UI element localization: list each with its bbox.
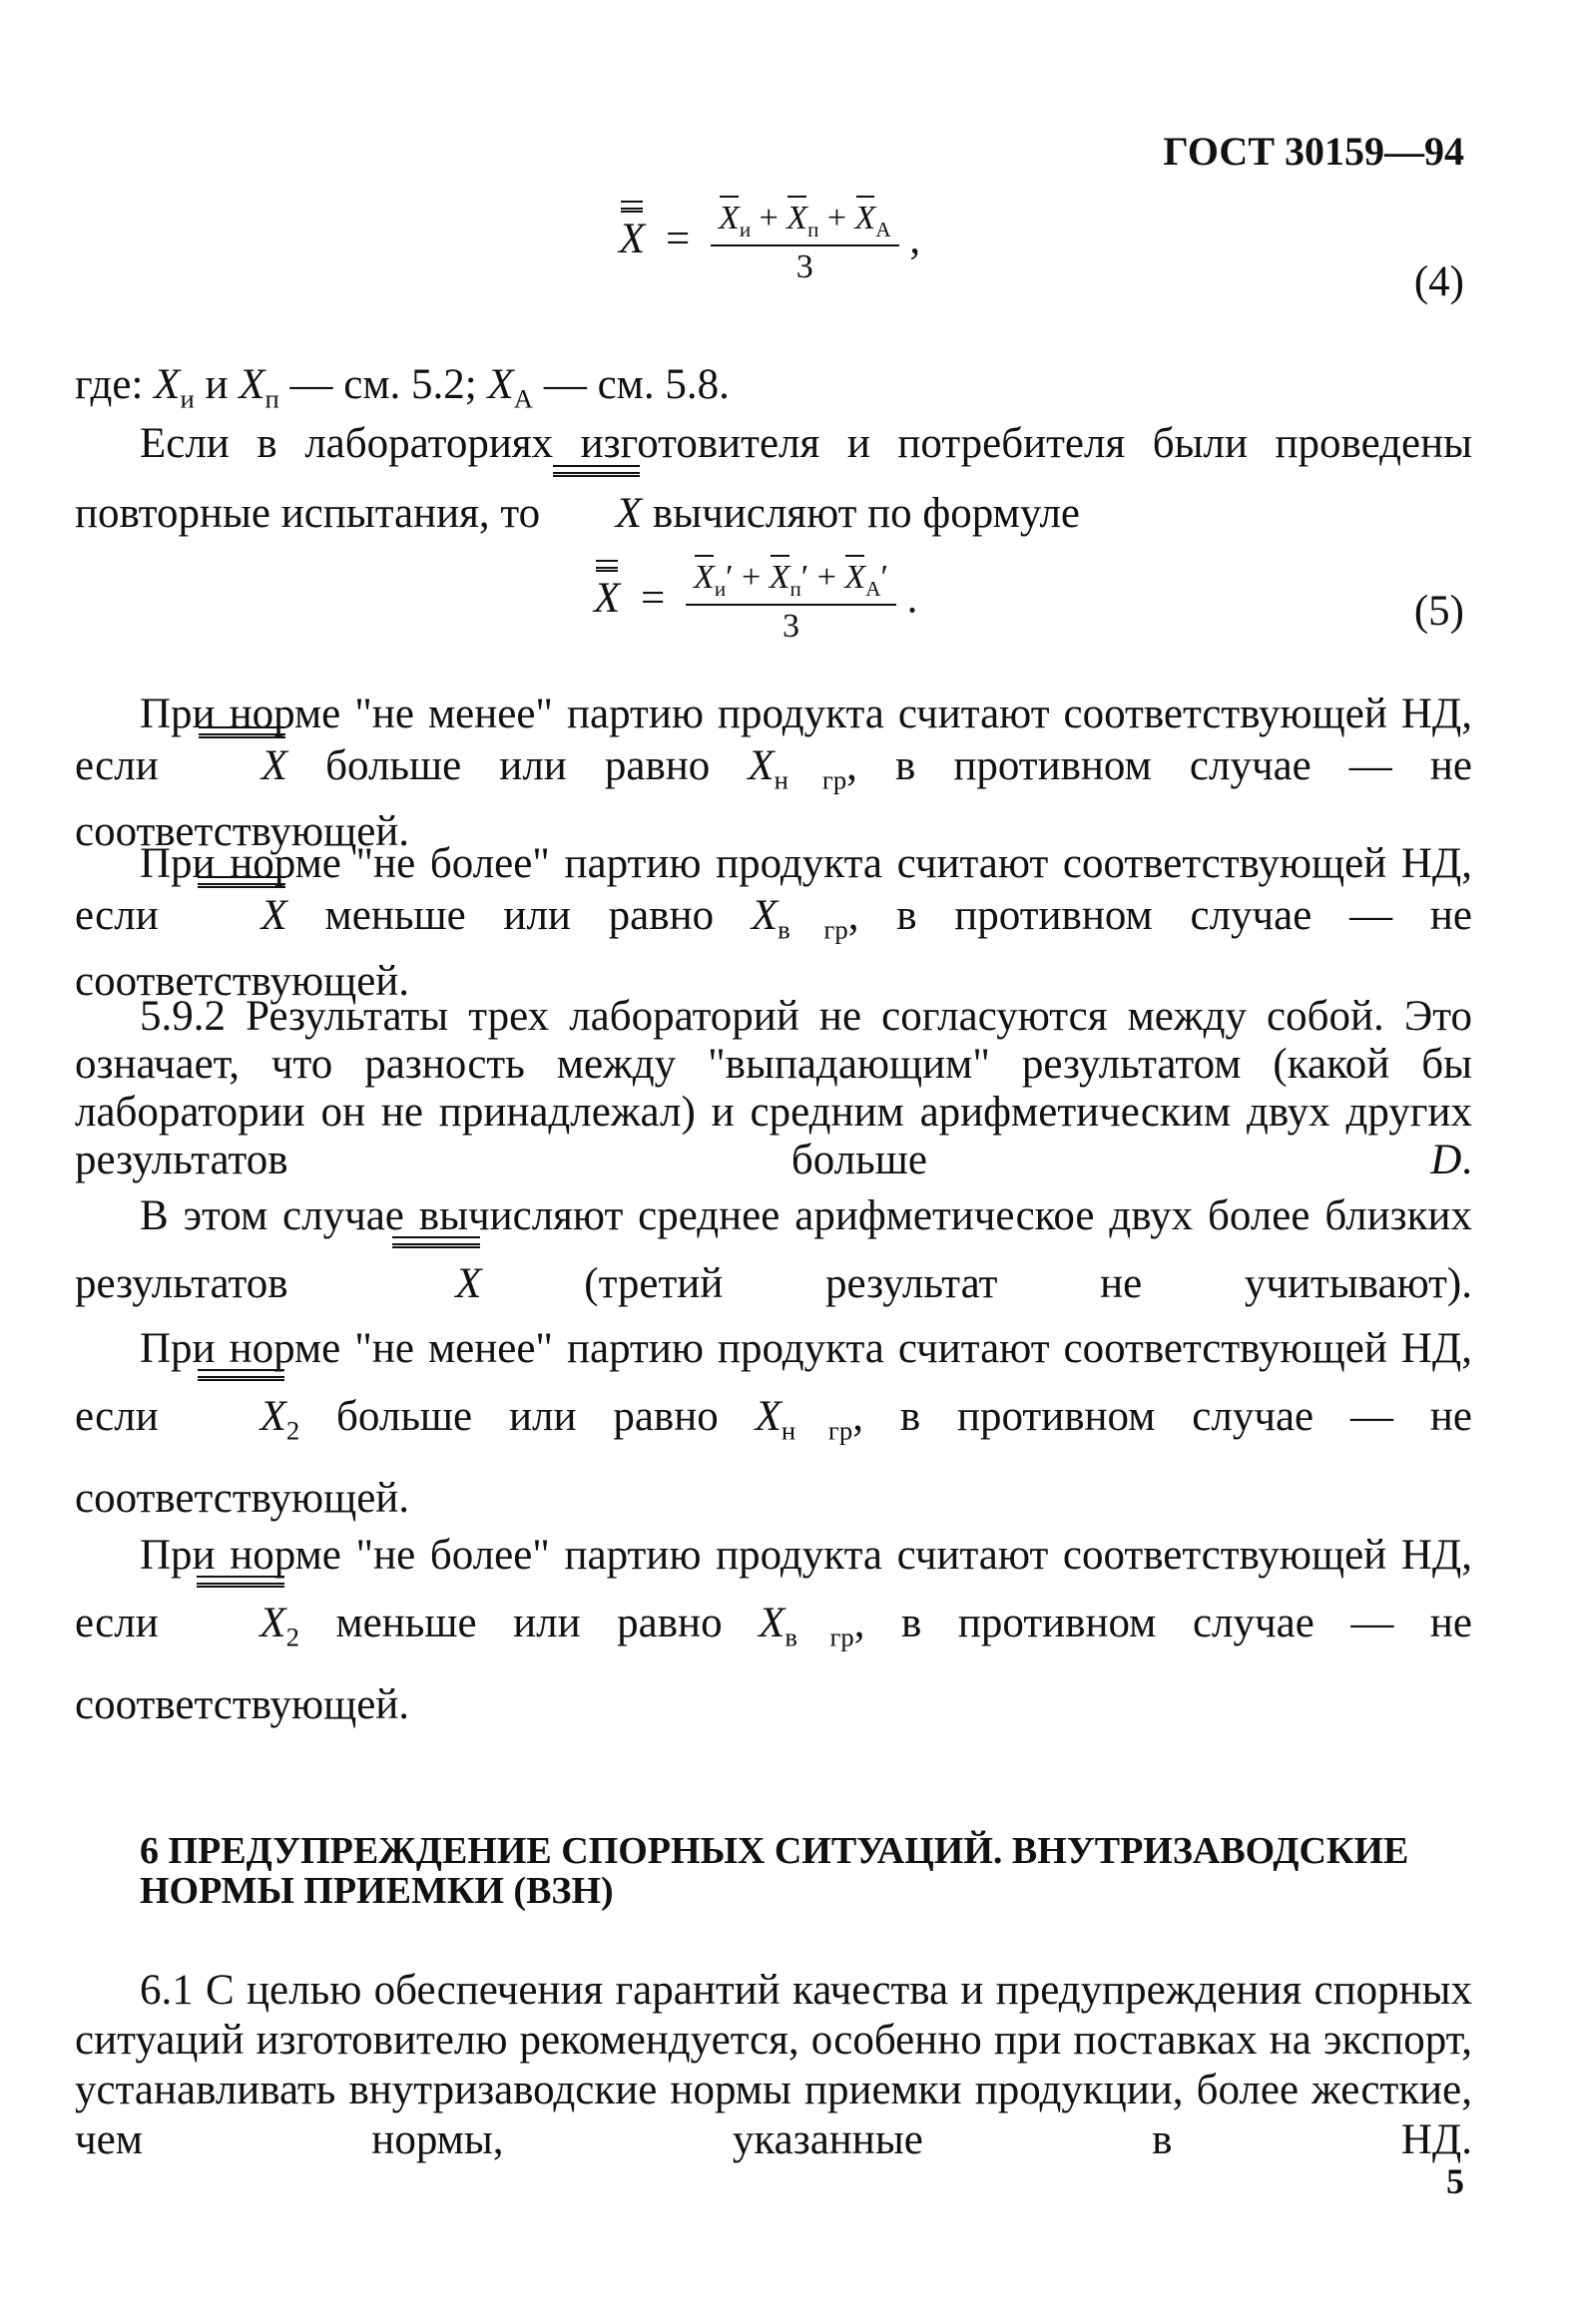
equation-number: (5) <box>1413 588 1464 635</box>
x-triple-bar: X <box>594 575 621 623</box>
equation-number: (4) <box>1413 258 1464 305</box>
paragraph-repeat-tests: Если в лабораториях изготовителя и потребителя были проведены повторные испытания, то X вычисляют по формуле <box>75 409 1472 549</box>
x-triple-bar: X <box>619 216 646 263</box>
standard-code: ГОСТ 30159—94 <box>1163 129 1464 174</box>
paragraph-not-more-2: При норме "не более" партию продукта считают соответствующей НД, если $X_2$ меньше или равно $X_{в гр}$, в противном случае — не соответствующей. <box>75 1532 1473 1728</box>
equation-4: X = $\frac{X_и + X_п + X_А}{3}$ , <box>619 200 921 285</box>
paragraph-not-more: При норме "не более" партию продукта считают соответствующей НД, если X меньше или равно $X_{в гр}$, в противном случае — не соответствующей. <box>75 840 1472 1005</box>
paragraph-6-1: 6.1 С целью обеспечения гарантий качества и предупреждения спорных ситуаций изготовителю рекомендуется, особенно при поставках на экспорт, устанавливать внутризаводские нормы приемки продукции, более жесткие, чем нормы, указанные в НД. <box>75 1967 1472 2163</box>
equation-5: X = $\frac{X_и' + X_п' + X_А'}{3}$ . <box>594 559 918 645</box>
paragraph-not-less-2: При норме "не менее" партию продукта считают соответствующей НД, если $X_2$ больше или равно $X_{н гр}$, в противном случае — не соответствующей. <box>75 1325 1472 1522</box>
paragraph-not-less: При норме "не менее" партию продукта считают соответствующей НД, если X больше или равно $X_{н гр}$, в противном случае — не соответствующей. <box>75 691 1472 855</box>
where-line: где: $X_и$ и $X_п$ — см. 5.2; $X_А$ — см. 5.8. <box>75 361 730 414</box>
section-heading: 6 ПРЕДУПРЕЖДЕНИЕ СПОРНЫХ СИТУАЦИЙ. ВНУТРИЗАВОДСКИЕ НОРМЫ ПРИЕМКИ (ВЗН) <box>140 1830 1409 1912</box>
fraction: $\frac{X_и' + X_п' + X_А'}{3}$ <box>686 559 896 646</box>
paragraph-in-this-case: В этом случае вычисляют среднее арифметическое двух более близких результатов X (третий результат не учитывают). <box>75 1182 1472 1318</box>
paragraph-5-9-2: 5.9.2 Результаты трех лабораторий не согласуются между собой. Это означает, что разность между "выпадающим" результатом (какой бы лаборатории он не принадлежал) и средним арифметическим двух других результатов больше D. <box>75 993 1472 1183</box>
page-number: 5 <box>1446 2161 1464 2201</box>
fraction: $\frac{X_и + X_п + X_А}{3}$ <box>711 200 899 286</box>
